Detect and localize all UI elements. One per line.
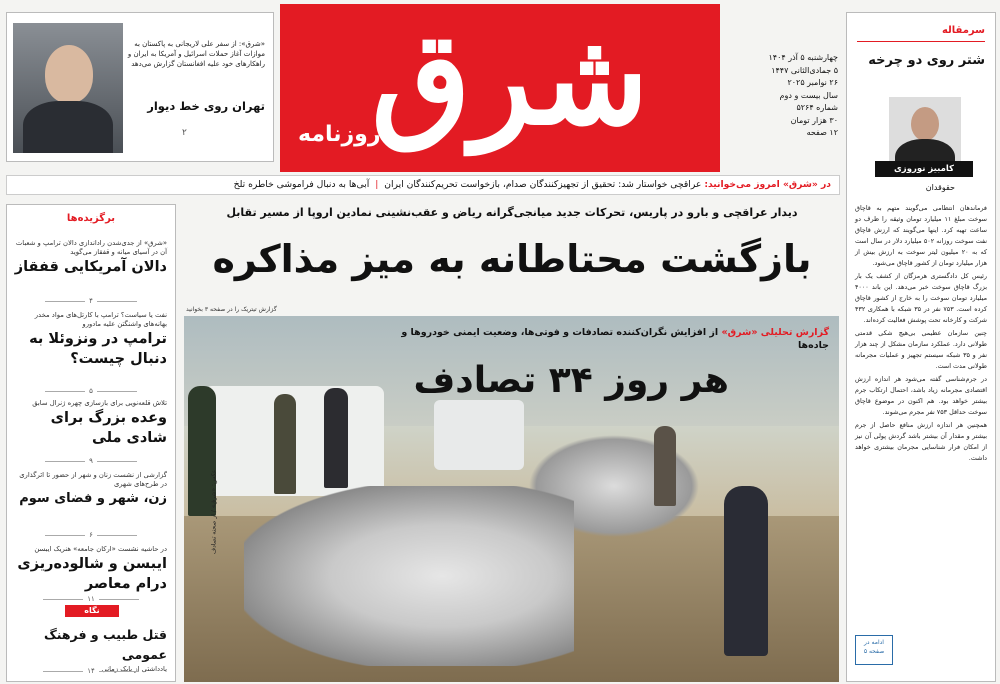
featured-page: ۹ (7, 457, 175, 465)
ticker-label: در «شرق» امروز می‌خوانید: (704, 179, 831, 190)
photo-person (724, 486, 768, 656)
featured-item[interactable] (13, 239, 167, 277)
featured-summary: «شرق» از جدی‌شدن رادانداز‌ی دالان ترامپ و شعبات آن در آسیای میانه و قفقاز می‌گوید (15, 239, 167, 256)
featured-headline: زن، شهر و فضای سوم (19, 491, 167, 506)
ticker-item[interactable]: عراقچی خواستار شد: تحقیق از تجهیزکنندگان صدام، بازخواست تحریم‌کنندگان ایران (384, 179, 702, 190)
column-divider (857, 41, 985, 42)
photo-subhead-text: از افزایش نگران‌کننده تصادفات و فوتی‌ها، وضعیت ایمنی خودروها و جاده‌ها (401, 327, 829, 351)
date-line: شماره ۵۲۶۴ (796, 103, 838, 112)
date-line: ۵ جمادی‌الثانی ۱۴۴۷ (771, 65, 838, 75)
lead-photo (13, 23, 123, 153)
photo-person (654, 426, 676, 506)
featured-headline: ترامپ در ونزوئلا به دنبال چیست؟ (29, 331, 167, 367)
ticker-separator: | (375, 179, 379, 190)
logo-subtitle: روزنامه (298, 122, 381, 147)
photo-person (324, 388, 348, 488)
main-kicker: دیدار عراقچی و بارو در پاریس، تحرکات جدید میانجی‌گرانه ریاض و عقب‌نشینی نمادین اروپا از مسیر تقابل (226, 206, 798, 219)
author-role: حقوقدان (925, 183, 955, 192)
date-line: ۳۰ هزار تومان (790, 115, 838, 125)
featured-summary: در حاشیه نشست «ارکان جامعه» هنریک ایبسن (34, 545, 167, 553)
featured-page: ۴ (7, 297, 175, 305)
photo-credit: عکس: «شرق» / از صحنه تصادف (210, 469, 218, 555)
photo-wreck-front (244, 486, 574, 666)
date-line: چهارشنبه ۵ آذر ۱۴۰۴ (768, 53, 838, 62)
lead-photo-suit (23, 101, 113, 153)
featured-headline: ایبسن و شالوده‌ریزی درام معاصر (17, 556, 167, 592)
ticker-item[interactable]: آبی‌ها به دنبال فراموشی خاطره تلخ (233, 179, 370, 190)
lead-photo-face (45, 45, 93, 103)
photo-subhead-label: گزارش تحلیلی «شرق» (721, 327, 829, 338)
continued-link[interactable]: ادامه در صفحه ۵ (855, 635, 893, 665)
featured-summary: تلاش قلعه‌نویی برای بازسازی چهره ژنرال سابق (32, 399, 167, 407)
column-paragraph: در جرم‌شناسی گفته می‌شود هر اندازه ارزش اقتصادی مجرمانه زیاد باشد، احتمال ارتکاب جرم بیشتر خواهد بود. هم اکنون در موضوع قاچاق سوخت حداقل ۷۵۳ نفر مجرم می‌شوند. (855, 375, 987, 416)
photo-headline[interactable]: هر روز ۳۴ تصادف (413, 360, 729, 401)
column-body (855, 203, 987, 466)
featured-kicker: برگزیده‌ها (66, 213, 116, 224)
featured-headline: دالان آمریکایی قفقاز (14, 259, 167, 275)
date-info (728, 52, 838, 140)
photo-person (274, 394, 296, 494)
featured-page: ۵ (7, 387, 175, 395)
featured-column (6, 204, 176, 682)
featured-item[interactable] (13, 311, 167, 369)
editorial-column (846, 12, 996, 682)
lead-headline[interactable]: تهران روی خط دیوار (147, 99, 265, 113)
featured-page: ۱۴ (7, 667, 175, 675)
featured-headline: وعده بزرگ برای شادی ملی (50, 410, 167, 446)
featured-item[interactable] (13, 471, 167, 509)
date-line: ۱۲ صفحه (806, 128, 838, 137)
lead-summary: «شرق»: از سفر علی لاریجانی به پاکستان به موازات آغاز حملات اسرائیل و آمریکا به ایران و راهکارهای خود علیه افغانستان گزارش می‌دهد (127, 40, 265, 68)
column-paragraph: همچنین هر اندازه ارزش منافع حاصل از جرم بیشتر و مقدار آن بیشتر باشد گردش پولی آن نیز از امکان فرار شناسایی مجرمان بیشتری خواهد داشت. (855, 421, 987, 462)
date-line: سال بیست و دوم (779, 90, 838, 100)
photo-subhead (399, 326, 829, 352)
top-lead-box[interactable] (6, 12, 274, 162)
column-paragraph: چنین سازمان عظیمی بی‌هیچ شکی قدمتی طولانی دارد. عملکرد سازمان مشکل از چند هزار نفر و ۳۵ شبکه سیستم تجهیز و عملیات مجرمانه طولانی مدت است. (855, 329, 987, 370)
featured-summary: گزارشی از نشست زنان و شهر از حضور تا اثرگذاری در طرح‌های شهری (19, 471, 167, 488)
column-paragraph: فرماندهان انتظامی می‌گویند متهم به قاچاق سوخت مبلغ ۱۱ میلیارد تومان وثیقه را ظرف دو ساعت تهیه کرد. اینها می‌گویند که ارزش قاچاق نفت سوخت روزانه ۵۰۲ میلیارد دلار در سال است که به ۲۰ میلیون لیتر سوخت به ارزش بیش از هزار میلیارد تومان از کشور قاچاق می‌شود. (855, 204, 987, 267)
featured-page: ۱۱ (7, 595, 175, 603)
featured-item[interactable] (13, 399, 167, 448)
featured-summary: یادداشتی از بابک زمانی (101, 665, 167, 673)
section-badge: نگاه (65, 605, 119, 617)
news-ticker (6, 175, 840, 195)
lead-page-ref: ۲ (182, 128, 187, 138)
featured-summary: نفت یا سیاست؟ ترامپ با کارتل‌های مواد مخدر بهانه‌های واشنگتن علیه مادورو (34, 311, 167, 328)
author-name: کامبیز نوروزی (875, 161, 973, 177)
masthead-logo[interactable] (280, 4, 720, 172)
featured-item[interactable] (13, 545, 167, 594)
date-line: ۲۶ نوامبر ۲۰۲۵ (787, 78, 838, 87)
featured-headline: قتل طبیب و فرهنگ عمومی (43, 627, 167, 662)
author-face (911, 107, 939, 141)
column-title[interactable]: شتر روی دو چرخه (868, 53, 985, 68)
main-headline[interactable]: بازگشت محتاطانه به میز مذاکره (212, 237, 812, 281)
main-credit: گزارش تیتریک را در صفحه ۳ بخوانید (186, 306, 277, 313)
featured-page: ۶ (7, 531, 175, 539)
photo-ambulance-2 (434, 400, 524, 470)
logo-text: شرق (371, 4, 649, 154)
column-kicker: سرمقاله (941, 25, 985, 36)
column-paragraph: رئیس کل دادگستری هرمزگان از کشف یک بار بزرگ قاچاق سوخت خبر می‌دهد. این باند ۴۰۰۰ میلیارد تومان سوخت را به خارج از کشور قاچاق کرده است. ۷۵۳ نفر در ۳۵ شبکه با همکاری ۴۳۲ شرکت و کارخانه تحت پوشش فعالیت کرده‌اند. (855, 272, 987, 324)
accident-photo[interactable] (184, 316, 839, 682)
